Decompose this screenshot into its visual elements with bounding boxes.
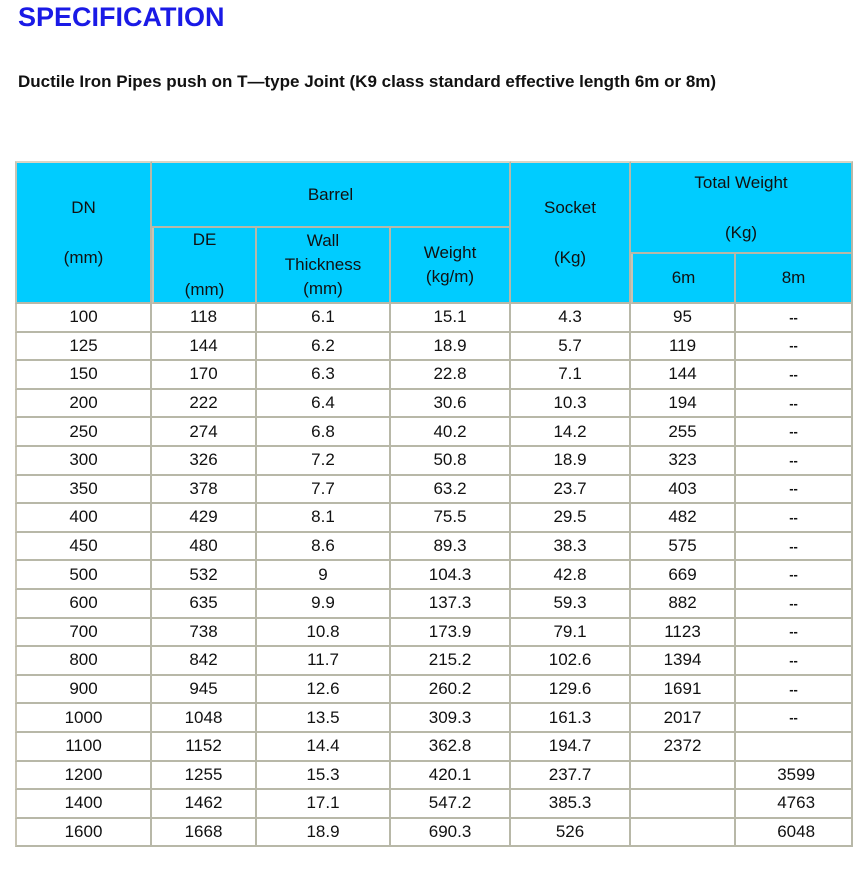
header-weight [391,228,511,304]
cell-total-6m: 323 [631,447,736,476]
cell-dn: 1200 [15,762,152,791]
table-row [15,504,853,533]
cell-de: 635 [152,590,257,619]
cell-wall-thickness: 18.9 [257,819,391,848]
cell-weight: 63.2 [391,476,511,505]
cell-dn: 125 [15,333,152,362]
cell-total-8m: -- [736,647,853,676]
cell-total-6m [631,819,736,848]
cell-dn: 300 [15,447,152,476]
cell-dn: 200 [15,390,152,419]
cell-weight: 260.2 [391,676,511,705]
table-row [15,533,853,562]
cell-total-8m: -- [736,676,853,705]
cell-de: 118 [152,304,257,333]
cell-de: 378 [152,476,257,505]
cell-de: 738 [152,619,257,648]
table-row [15,676,853,705]
header-dn-label: DN [71,197,96,217]
cell-wall-thickness: 10.8 [257,619,391,648]
cell-socket: 526 [511,819,631,848]
cell-wall-thickness: 15.3 [257,762,391,791]
cell-total-6m: 403 [631,476,736,505]
cell-dn: 1100 [15,733,152,762]
cell-socket: 29.5 [511,504,631,533]
cell-total-8m: -- [736,533,853,562]
cell-wall-thickness: 6.1 [257,304,391,333]
cell-socket: 59.3 [511,590,631,619]
cell-dn: 800 [15,647,152,676]
cell-total-8m [736,733,853,762]
cell-dn: 600 [15,590,152,619]
table-row [15,619,853,648]
cell-weight: 137.3 [391,590,511,619]
table-row [15,390,853,419]
table-row [15,819,853,848]
cell-socket: 129.6 [511,676,631,705]
cell-total-6m: 1394 [631,647,736,676]
header-barrel [152,161,511,228]
cell-wall-thickness: 8.6 [257,533,391,562]
header-socket-label: Socket [544,197,596,217]
cell-wall-thickness: 9.9 [257,590,391,619]
cell-socket: 10.3 [511,390,631,419]
header-8m [736,254,853,304]
cell-total-8m: 4763 [736,790,853,819]
header-thickness-label: Thickness [284,255,362,274]
table-row [15,304,853,333]
cell-dn: 900 [15,676,152,705]
header-8m-label: 8m [781,268,806,287]
cell-de: 1048 [152,704,257,733]
table-row [15,590,853,619]
cell-weight: 40.2 [391,418,511,447]
table-row [15,704,853,733]
cell-de: 1152 [152,733,257,762]
header-de-label: DE [192,230,217,249]
cell-wall-thickness: 13.5 [257,704,391,733]
cell-total-8m: -- [736,619,853,648]
cell-de: 429 [152,504,257,533]
cell-socket: 42.8 [511,561,631,590]
cell-weight: 309.3 [391,704,511,733]
header-socket-unit: (Kg) [553,247,587,267]
header-socket [511,161,631,304]
cell-dn: 1600 [15,819,152,848]
cell-socket: 237.7 [511,762,631,791]
cell-de: 1668 [152,819,257,848]
cell-total-6m: 882 [631,590,736,619]
cell-total-6m: 255 [631,418,736,447]
header-dn [15,161,152,304]
cell-wall-thickness: 14.4 [257,733,391,762]
cell-wall-thickness: 8.1 [257,504,391,533]
cell-total-6m: 2017 [631,704,736,733]
cell-socket: 4.3 [511,304,631,333]
cell-wall-thickness: 7.2 [257,447,391,476]
cell-dn: 500 [15,561,152,590]
table-row [15,333,853,362]
table-row [15,647,853,676]
cell-dn: 700 [15,619,152,648]
cell-de: 945 [152,676,257,705]
cell-de: 222 [152,390,257,419]
table-row [15,733,853,762]
cell-weight: 690.3 [391,819,511,848]
page-title: SPECIFICATION [18,2,225,32]
cell-total-6m: 1123 [631,619,736,648]
cell-dn: 150 [15,361,152,390]
header-6m [631,254,736,304]
cell-dn: 400 [15,504,152,533]
cell-weight: 104.3 [391,561,511,590]
cell-socket: 161.3 [511,704,631,733]
page-subtitle: Ductile Iron Pipes push on T—type Joint (K9 class standard effective length 6m or 8m) [18,72,717,91]
table-row [15,476,853,505]
cell-socket: 102.6 [511,647,631,676]
cell-dn: 1000 [15,704,152,733]
cell-wall-thickness: 9 [257,561,391,590]
cell-total-6m: 1691 [631,676,736,705]
cell-total-8m: -- [736,390,853,419]
cell-socket: 385.3 [511,790,631,819]
table-body [15,304,853,847]
cell-total-8m: -- [736,504,853,533]
cell-total-8m: 6048 [736,819,853,848]
cell-total-6m: 669 [631,561,736,590]
cell-weight: 18.9 [391,333,511,362]
cell-de: 842 [152,647,257,676]
cell-de: 480 [152,533,257,562]
cell-weight: 173.9 [391,619,511,648]
cell-weight: 89.3 [391,533,511,562]
table-row [15,790,853,819]
cell-de: 274 [152,418,257,447]
cell-de: 326 [152,447,257,476]
cell-total-6m [631,762,736,791]
table-row [15,418,853,447]
cell-weight: 420.1 [391,762,511,791]
cell-total-6m: 95 [631,304,736,333]
cell-socket: 38.3 [511,533,631,562]
table-row [15,762,853,791]
cell-wall-thickness: 6.8 [257,418,391,447]
cell-total-8m: -- [736,447,853,476]
cell-dn: 350 [15,476,152,505]
cell-total-8m: -- [736,590,853,619]
header-total-weight-label: Total Weight [694,172,788,192]
cell-de: 532 [152,561,257,590]
header-wall-thickness [257,228,391,304]
cell-socket: 23.7 [511,476,631,505]
cell-socket: 18.9 [511,447,631,476]
cell-total-6m: 194 [631,390,736,419]
cell-weight: 15.1 [391,304,511,333]
specification-table [15,161,853,847]
cell-weight: 30.6 [391,390,511,419]
cell-total-8m: -- [736,704,853,733]
cell-total-8m: -- [736,476,853,505]
cell-total-6m [631,790,736,819]
cell-de: 1255 [152,762,257,791]
cell-wall-thickness: 6.2 [257,333,391,362]
header-weight-unit: (kg/m) [425,267,475,286]
header-total-weight [631,161,853,254]
header-wall-label: Wall [306,231,340,250]
cell-total-6m: 482 [631,504,736,533]
cell-de: 144 [152,333,257,362]
cell-total-6m: 2372 [631,733,736,762]
cell-de: 1462 [152,790,257,819]
cell-total-8m: -- [736,333,853,362]
cell-dn: 450 [15,533,152,562]
cell-total-8m: -- [736,561,853,590]
header-6m-label: 6m [671,268,696,287]
cell-wall-thickness: 7.7 [257,476,391,505]
cell-weight: 547.2 [391,790,511,819]
cell-wall-thickness: 11.7 [257,647,391,676]
cell-socket: 194.7 [511,733,631,762]
cell-wall-thickness: 12.6 [257,676,391,705]
cell-weight: 215.2 [391,647,511,676]
cell-weight: 362.8 [391,733,511,762]
cell-weight: 50.8 [391,447,511,476]
cell-socket: 79.1 [511,619,631,648]
header-dn-unit: (mm) [63,247,104,267]
cell-socket: 5.7 [511,333,631,362]
cell-weight: 75.5 [391,504,511,533]
cell-de: 170 [152,361,257,390]
cell-total-8m: -- [736,418,853,447]
cell-weight: 22.8 [391,361,511,390]
cell-dn: 1400 [15,790,152,819]
header-weight-label: Weight [423,243,477,262]
cell-dn: 100 [15,304,152,333]
table-row [15,447,853,476]
header-de-unit: (mm) [184,280,225,299]
header-barrel-label: Barrel [307,184,354,204]
cell-total-8m: 3599 [736,762,853,791]
cell-wall-thickness: 6.4 [257,390,391,419]
cell-socket: 14.2 [511,418,631,447]
cell-total-6m: 144 [631,361,736,390]
cell-total-6m: 119 [631,333,736,362]
cell-total-6m: 575 [631,533,736,562]
cell-socket: 7.1 [511,361,631,390]
cell-total-8m: -- [736,361,853,390]
table-row [15,561,853,590]
header-wall-unit: (mm) [303,279,343,298]
header-de [152,228,257,304]
cell-total-8m: -- [736,304,853,333]
cell-wall-thickness: 6.3 [257,361,391,390]
table-row [15,361,853,390]
header-total-weight-unit: (Kg) [724,222,758,242]
cell-dn: 250 [15,418,152,447]
cell-wall-thickness: 17.1 [257,790,391,819]
